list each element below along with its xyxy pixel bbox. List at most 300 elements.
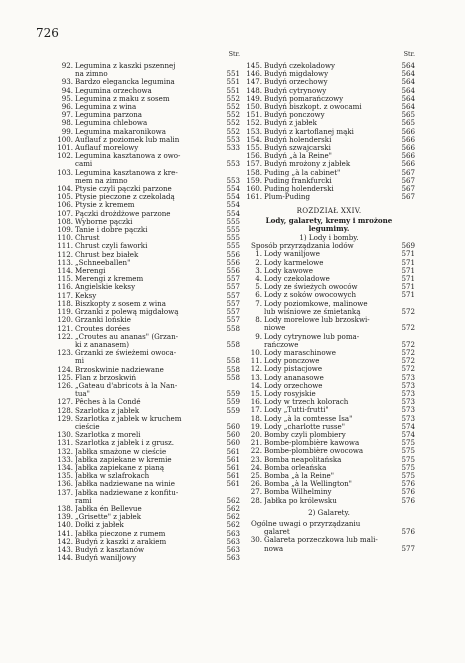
entry-line bbox=[243, 177, 415, 185]
entry-line bbox=[54, 497, 240, 505]
entry-number: 97. bbox=[61, 110, 73, 120]
entry-page: 572 bbox=[401, 306, 415, 316]
entry-title: Budyń z kasztanów bbox=[75, 545, 145, 554]
entry-number: 100. bbox=[57, 134, 73, 144]
entry-line bbox=[243, 357, 415, 365]
chapter-title: Lody, galarety, kremy i mrożone legumimy. bbox=[265, 215, 393, 233]
entry-number: 130. bbox=[57, 430, 73, 440]
entry-title: Legumina parzona bbox=[75, 111, 143, 120]
entry-number: 9. bbox=[255, 331, 262, 341]
index-entry bbox=[243, 193, 415, 201]
index-entry bbox=[243, 275, 415, 283]
entry-line bbox=[243, 193, 415, 201]
section-intro bbox=[243, 242, 415, 250]
entry-line bbox=[243, 374, 415, 382]
entry-title: Lody „Tutti-frutti" bbox=[264, 406, 329, 415]
entry-number: 136. bbox=[57, 479, 73, 489]
entry-title: Merengi z kremem bbox=[75, 275, 144, 284]
entry-number: 121. bbox=[57, 323, 73, 333]
entry-title: Lody ponczowe bbox=[264, 357, 320, 366]
entry-page: 552 bbox=[226, 126, 240, 136]
entry-title-continued: mi bbox=[75, 357, 84, 366]
entry-line bbox=[243, 160, 415, 168]
entry-page: 567 bbox=[401, 192, 415, 202]
entry-number: 152. bbox=[246, 118, 262, 128]
entry-title: Jabłka én Bellevue bbox=[75, 504, 142, 513]
entry-title: Puding holenderski bbox=[264, 185, 334, 194]
index-entry bbox=[54, 554, 240, 562]
entry-line bbox=[54, 464, 240, 472]
entry-page: 571 bbox=[401, 282, 415, 292]
entry-page: 573 bbox=[401, 372, 415, 382]
entry-number: 143. bbox=[57, 544, 73, 554]
entry-title: Legumina orzechowa bbox=[75, 86, 152, 95]
entry-number: 146. bbox=[246, 69, 262, 79]
entry-page: 571 bbox=[401, 249, 415, 259]
entry-line bbox=[243, 497, 415, 505]
index-entry bbox=[243, 250, 415, 258]
entry-number: 160. bbox=[246, 184, 262, 194]
index-entry bbox=[54, 374, 240, 382]
entry-title: Lody poziomkowe, malinowe bbox=[264, 299, 368, 308]
entry-number: 116. bbox=[57, 282, 73, 292]
entry-number: 113. bbox=[57, 257, 73, 267]
entry-number: 128. bbox=[57, 405, 73, 415]
entry-title: Brzoskwinie nadziewane bbox=[75, 365, 164, 374]
index-entry bbox=[243, 169, 415, 177]
entry-number: 111. bbox=[57, 241, 73, 251]
entry-page: 575 bbox=[401, 446, 415, 456]
entry-number: 12. bbox=[250, 364, 262, 374]
entry-title-continued: rami bbox=[75, 496, 92, 505]
entry-number: 94. bbox=[61, 85, 73, 95]
entry-title: Legumina makaronikowa bbox=[75, 127, 166, 136]
entry-title: Galareta porzeczkowa lub mali- bbox=[264, 536, 378, 545]
entry-page: 562 bbox=[226, 512, 240, 522]
entry-number: 118. bbox=[57, 298, 73, 308]
entry-title: Lody czekoladowe bbox=[264, 275, 330, 284]
entry-title: Jabłka zapiekane z pianą bbox=[75, 463, 165, 472]
entry-page: 561 bbox=[226, 479, 240, 489]
entry-line bbox=[54, 201, 240, 209]
entry-number: 122. bbox=[57, 331, 73, 341]
entry-line bbox=[54, 78, 240, 86]
index-entry bbox=[54, 464, 240, 472]
entry-number: 14. bbox=[250, 380, 262, 390]
entry-page: 551 bbox=[226, 77, 240, 87]
entry-title: Legumina kasztanowa z kre- bbox=[75, 168, 178, 177]
entry-title: Croutes dorées bbox=[75, 324, 130, 333]
entry-line bbox=[243, 152, 415, 160]
entry-title: Bomba neapolitańska bbox=[264, 455, 342, 464]
entry-line bbox=[54, 521, 240, 529]
entry-title: Lody z soków owocowych bbox=[264, 291, 357, 300]
index-entry bbox=[243, 464, 415, 472]
entry-line bbox=[243, 349, 415, 357]
entry-number: 26. bbox=[250, 479, 262, 489]
entry-line bbox=[243, 87, 415, 95]
entry-page: 577 bbox=[401, 543, 415, 553]
entry-page: 555 bbox=[226, 241, 240, 251]
entry-line bbox=[54, 390, 240, 398]
index-entry bbox=[54, 259, 240, 267]
entry-title: Budyń waniljowy bbox=[75, 554, 137, 563]
entry-line bbox=[54, 456, 240, 464]
entry-number: 98. bbox=[61, 118, 73, 128]
entry-number: 153. bbox=[246, 126, 262, 136]
entry-number: 145. bbox=[246, 61, 262, 70]
entry-line bbox=[54, 128, 240, 136]
entry-number: 6. bbox=[255, 290, 262, 300]
entry-title-continued: cieście bbox=[75, 422, 100, 431]
index-entry bbox=[243, 111, 415, 119]
index-entry bbox=[243, 439, 415, 447]
index-entry bbox=[54, 201, 240, 209]
entry-page: 558 bbox=[226, 364, 240, 374]
entry-number: 95. bbox=[61, 93, 73, 103]
index-entry bbox=[243, 291, 415, 299]
entry-line bbox=[54, 448, 240, 456]
entry-title: Budyń orzechowy bbox=[264, 78, 328, 87]
entry-title: Lody „charlotte russe" bbox=[264, 422, 346, 431]
entry-number: 137. bbox=[57, 487, 73, 497]
entry-page: 554 bbox=[226, 192, 240, 202]
entry-title: Dołki z jabłek bbox=[75, 521, 124, 530]
entry-title: Ptysie pieczone z czekoladą bbox=[75, 193, 175, 202]
entry-number: 105. bbox=[57, 192, 73, 202]
entry-line bbox=[243, 382, 415, 390]
entry-number: 2. bbox=[255, 257, 262, 267]
entry-number: 135. bbox=[57, 471, 73, 481]
entry-page: 573 bbox=[401, 397, 415, 407]
entry-title: Wyborne pączki bbox=[75, 217, 133, 226]
entry-title: Budyń mrożony z jabłek bbox=[264, 160, 351, 169]
entry-line bbox=[54, 177, 240, 185]
entry-line bbox=[243, 95, 415, 103]
entry-number: 108. bbox=[57, 216, 73, 226]
entry-title: Lody pistacjowe bbox=[264, 365, 323, 374]
entry-title: Legumina kasztanowa z owo- bbox=[75, 152, 181, 161]
entry-page: 552 bbox=[226, 110, 240, 120]
entry-page: 573 bbox=[401, 413, 415, 423]
index-entry bbox=[243, 144, 415, 152]
entry-page: 561 bbox=[226, 454, 240, 464]
entry-number: 93. bbox=[61, 77, 73, 87]
entry-title: Jabłka smażone w cieście bbox=[75, 447, 167, 456]
entry-number: 96. bbox=[61, 102, 73, 112]
index-entry bbox=[243, 382, 415, 390]
entry-line bbox=[54, 382, 240, 390]
entry-page: 554 bbox=[226, 184, 240, 194]
index-entry bbox=[243, 267, 415, 275]
entry-number: 155. bbox=[246, 143, 262, 153]
entry-number: 157. bbox=[246, 159, 262, 169]
entry-number: 142. bbox=[57, 536, 73, 546]
entry-title: Pêches à la Condé bbox=[75, 398, 141, 407]
entry-page: 564 bbox=[401, 77, 415, 87]
entry-title: Budyń biszkopt. z owocami bbox=[264, 103, 362, 112]
entry-number: 3. bbox=[255, 265, 262, 275]
index-entry bbox=[54, 530, 240, 538]
index-entry bbox=[54, 489, 240, 505]
entry-number: 92. bbox=[61, 61, 73, 70]
index-entry bbox=[54, 308, 240, 316]
entry-title: Lody w trzech kolorach bbox=[264, 398, 349, 407]
index-entry bbox=[243, 357, 415, 365]
entry-page: 557 bbox=[226, 307, 240, 317]
entry-title: Budyń pomarańczowy bbox=[264, 94, 344, 103]
index-entry bbox=[54, 210, 240, 218]
entry-line bbox=[243, 324, 415, 332]
entry-title: „Grisette" z jabłek bbox=[75, 513, 142, 522]
index-entry bbox=[54, 398, 240, 406]
index-entry bbox=[243, 374, 415, 382]
entry-page: 555 bbox=[226, 216, 240, 226]
index-entry bbox=[243, 447, 415, 455]
entry-line bbox=[243, 390, 415, 398]
entry-page: 567 bbox=[401, 175, 415, 185]
index-entry bbox=[54, 78, 240, 86]
entry-page: 562 bbox=[226, 503, 240, 513]
entry-page: 556 bbox=[226, 257, 240, 267]
entry-title: Budyń czekoladowy bbox=[264, 62, 336, 70]
entry-line bbox=[243, 70, 415, 78]
index-entry bbox=[243, 349, 415, 357]
entry-page: 572 bbox=[401, 364, 415, 374]
entry-line bbox=[243, 488, 415, 496]
index-entry bbox=[243, 160, 415, 168]
entry-line bbox=[243, 119, 415, 127]
entry-number: 133. bbox=[57, 454, 73, 464]
entry-number: 112. bbox=[57, 249, 73, 259]
index-entry bbox=[54, 448, 240, 456]
entry-line bbox=[243, 291, 415, 299]
entry-number: 161. bbox=[246, 192, 262, 202]
entry-title: Auflauf z poziomek lub malin bbox=[75, 135, 180, 144]
entry-line bbox=[243, 275, 415, 283]
entry-line bbox=[243, 267, 415, 275]
entry-title-continued: cami bbox=[75, 160, 93, 169]
entry-page: 555 bbox=[226, 233, 240, 243]
entry-line bbox=[243, 406, 415, 414]
entry-title: Lody ze świeżych owoców bbox=[264, 283, 358, 292]
entry-number: 102. bbox=[57, 151, 73, 161]
entry-title: Legumina z maku z sosem bbox=[75, 94, 170, 103]
index-entry bbox=[243, 333, 415, 349]
entry-title: Budyń holenderski bbox=[264, 135, 332, 144]
entry-page: 558 bbox=[226, 339, 240, 349]
entry-title: Grzanki ze świeżemi owoca- bbox=[75, 349, 177, 358]
entry-page: 562 bbox=[226, 520, 240, 530]
entry-title: Angielskie keksy bbox=[75, 283, 136, 292]
entry-number: 1. bbox=[255, 249, 262, 259]
entry-page: 562 bbox=[226, 495, 240, 505]
entry-page: 567 bbox=[401, 167, 415, 177]
entry-page: 533 bbox=[226, 143, 240, 153]
entry-title: Szarlotka z jabłek bbox=[75, 406, 140, 415]
entry-title: Ptysie czyli pączki parzone bbox=[75, 185, 172, 194]
entry-title: Budyń z kartoflanej mąki bbox=[264, 127, 354, 136]
entry-page: 559 bbox=[226, 405, 240, 415]
index-entry bbox=[54, 226, 240, 234]
entry-number: 106. bbox=[57, 200, 73, 210]
entry-line bbox=[54, 530, 240, 538]
entry-line bbox=[54, 160, 240, 168]
index-entry bbox=[54, 283, 240, 291]
entry-line bbox=[54, 226, 240, 234]
entry-line bbox=[243, 250, 415, 258]
entry-title: Pączki drożdżowe parzone bbox=[75, 209, 171, 218]
entry-line bbox=[54, 374, 240, 382]
intro-text: Sposób przyrządzania lodów bbox=[251, 242, 354, 251]
entry-line bbox=[54, 169, 240, 177]
index-entry bbox=[54, 144, 240, 152]
entry-page: 558 bbox=[226, 356, 240, 366]
entry-page: 563 bbox=[226, 528, 240, 538]
entry-page: 557 bbox=[226, 290, 240, 300]
chapter-heading: ROZDZIAŁ XXIV. bbox=[296, 206, 362, 216]
entry-line bbox=[54, 95, 240, 103]
index-column-right bbox=[243, 50, 415, 553]
entry-title: Puding „à la cabinet" bbox=[264, 168, 341, 177]
entry-page: 565 bbox=[401, 110, 415, 120]
entry-title: Bombe-plombière kawowa bbox=[264, 439, 360, 448]
entry-number: 21. bbox=[250, 438, 262, 448]
entry-title: Jabłka pieczone z rumem bbox=[75, 529, 166, 538]
entry-page: 574 bbox=[401, 421, 415, 431]
index-entry bbox=[54, 267, 240, 275]
index-entry bbox=[54, 128, 240, 136]
entry-number: 144. bbox=[57, 553, 73, 563]
entry-line bbox=[54, 357, 240, 365]
index-entry bbox=[243, 95, 415, 103]
index-entry bbox=[243, 488, 415, 496]
entry-page: 574 bbox=[401, 429, 415, 439]
entry-page: 553 bbox=[226, 159, 240, 169]
entry-number: 15. bbox=[250, 388, 262, 398]
entry-title-continued: rańczowe bbox=[264, 340, 299, 349]
entry-title: Lody „à la comtesse Isa" bbox=[264, 414, 353, 423]
entry-number: 103. bbox=[57, 167, 73, 177]
index-entry bbox=[54, 546, 240, 554]
entry-page: 557 bbox=[226, 298, 240, 308]
entry-title-continued: mem na zimno bbox=[75, 176, 128, 185]
entry-page: 564 bbox=[401, 102, 415, 112]
index-entry bbox=[54, 111, 240, 119]
index-entry bbox=[243, 431, 415, 439]
index-entry bbox=[54, 103, 240, 111]
entry-line bbox=[54, 218, 240, 226]
entry-line bbox=[243, 447, 415, 455]
entry-page: 575 bbox=[401, 454, 415, 464]
entry-number: 125. bbox=[57, 372, 73, 382]
index-entry bbox=[54, 242, 240, 250]
entry-line bbox=[54, 292, 240, 300]
index-entry bbox=[54, 62, 240, 78]
entry-line bbox=[54, 546, 240, 554]
intro-text: Ogólne uwagi o przyrządzaniu bbox=[251, 519, 361, 528]
entry-title: Grzanki lońskie bbox=[75, 316, 131, 325]
entry-page: 576 bbox=[401, 495, 415, 505]
entry-number: 27. bbox=[250, 487, 262, 497]
entry-number: 17. bbox=[250, 405, 262, 415]
entry-title: Chrust czyli faworki bbox=[75, 242, 148, 251]
entry-line bbox=[54, 366, 240, 374]
entry-number: 158. bbox=[246, 167, 262, 177]
entry-line bbox=[243, 169, 415, 177]
entry-number: 7. bbox=[255, 298, 262, 308]
index-entry bbox=[243, 87, 415, 95]
entry-page: 572 bbox=[401, 339, 415, 349]
entry-line bbox=[54, 423, 240, 431]
index-entry bbox=[54, 366, 240, 374]
index-entry bbox=[243, 390, 415, 398]
index-entry bbox=[243, 472, 415, 480]
entry-line bbox=[54, 333, 240, 341]
entry-page: 557 bbox=[226, 282, 240, 292]
entry-list bbox=[54, 62, 240, 562]
entry-line bbox=[54, 308, 240, 316]
entry-title-continued: niowe bbox=[264, 324, 286, 333]
entry-page: 564 bbox=[401, 69, 415, 79]
entry-page: 554 bbox=[226, 208, 240, 218]
entry-number: 141. bbox=[57, 528, 73, 538]
index-entry bbox=[243, 300, 415, 316]
entry-number: 154. bbox=[246, 134, 262, 144]
index-entry bbox=[243, 62, 415, 70]
entry-number: 131. bbox=[57, 438, 73, 448]
entry-number: 20. bbox=[250, 429, 262, 439]
entry-page: 555 bbox=[226, 225, 240, 235]
entry-number: 150. bbox=[246, 102, 262, 112]
index-entry bbox=[54, 316, 240, 324]
entry-number: 104. bbox=[57, 184, 73, 194]
entry-page: 576 bbox=[401, 479, 415, 489]
entry-page: 569 bbox=[401, 241, 415, 251]
entry-title: Lody morelowe lub brzoskwi- bbox=[264, 316, 370, 325]
index-entry bbox=[54, 505, 240, 513]
index-entry bbox=[54, 292, 240, 300]
entry-line bbox=[243, 431, 415, 439]
entry-line bbox=[243, 528, 415, 536]
entry-number: 25. bbox=[250, 470, 262, 480]
entry-list bbox=[243, 62, 415, 201]
entry-line bbox=[243, 545, 415, 553]
index-entry bbox=[243, 536, 415, 552]
entry-line bbox=[243, 415, 415, 423]
entry-number: 139. bbox=[57, 512, 73, 522]
entry-title-continued: lub wiśniowe ze śmietanką bbox=[264, 307, 361, 316]
entry-number: 99. bbox=[61, 126, 73, 136]
entry-page: 560 bbox=[226, 421, 240, 431]
entry-line bbox=[54, 341, 240, 349]
entry-title: Lody waniljowe bbox=[264, 250, 320, 259]
entry-line bbox=[54, 538, 240, 546]
entry-title: Budyń cytrynowy bbox=[264, 86, 327, 95]
entry-line bbox=[243, 472, 415, 480]
entry-number: 126. bbox=[57, 380, 73, 390]
index-entry bbox=[243, 415, 415, 423]
index-entry bbox=[243, 316, 415, 332]
entry-number: 124. bbox=[57, 364, 73, 374]
index-entry bbox=[243, 259, 415, 267]
entry-number: 10. bbox=[250, 347, 262, 357]
entry-number: 13. bbox=[250, 372, 262, 382]
entry-page: 552 bbox=[226, 118, 240, 128]
entry-number: 109. bbox=[57, 225, 73, 235]
index-entry bbox=[54, 431, 240, 439]
entry-page: 553 bbox=[226, 134, 240, 144]
